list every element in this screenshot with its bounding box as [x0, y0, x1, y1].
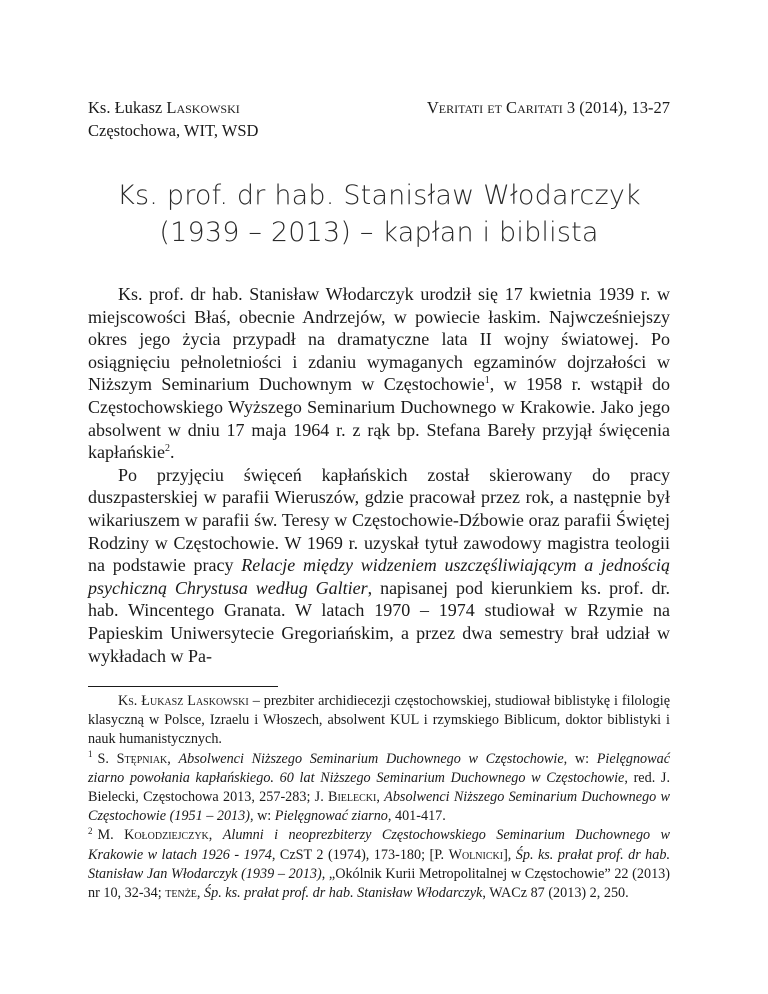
- body-paragraph-2: [88, 464, 670, 667]
- fn-author: Wolnicki: [448, 846, 504, 863]
- author-name: [88, 96, 258, 119]
- fn-text: , red. J. Bielecki, Częstochowa 2013, 257-283; J.: [88, 769, 671, 806]
- fn-text: ,: [208, 827, 223, 844]
- author-prefix: Ks. Łukasz: [88, 98, 167, 117]
- author-block: [88, 96, 258, 142]
- fn-text: S.: [97, 750, 117, 767]
- footnote-ref-2[interactable]: 2: [164, 443, 170, 455]
- footnote-divider: [88, 686, 278, 687]
- fn-text: M.: [97, 827, 125, 844]
- fn-title: Śp. ks. prałat prof. dr hab. Stanisław Włodarczyk: [204, 885, 483, 902]
- fn-text: ,: [167, 750, 179, 767]
- paragraph-text: Ks. prof. dr hab. Stanisław Włodarczyk urodził się 17 kwietnia 1939 r. w miejscowości Błaś, obecnie Andrzejów, w powiecie łaskim. Najwcześniejszy okres jego życia przypadł na dramatyczne lata II wojny światowej. Po osiągnięciu pełnoletniości i zdaniu wymaganych egzaminów dojrzałości w Niższym Seminarium Duchownym w Częstochowie: [88, 284, 670, 395]
- body-paragraph-1: [88, 283, 670, 464]
- footnote-2: [88, 826, 670, 903]
- footnote-ref-1[interactable]: 1: [484, 375, 490, 387]
- fn-title: Śp. ks. prałat prof. dr hab. Stanisław Jan Włodarczyk (1939 – 2013): [88, 846, 671, 882]
- footnote-number: 1: [88, 748, 93, 759]
- author-footnote: [88, 692, 670, 750]
- fn-author: tenże: [165, 885, 197, 902]
- paragraph-text: , napisanej pod kierunkiem ks. prof. dr. hab. Wincentego Granata. W latach 1970 – 1974 studiował w Rzymie na Papieskim Uniwersytecie Gregoriańskim, a przez dwa semestry brał udział w wykładach w Pa-: [88, 577, 670, 666]
- footnotes: [88, 692, 670, 903]
- fn-author-name-rest: ukasz: [149, 693, 188, 709]
- fn-author-name: [118, 693, 249, 709]
- author-surname: Laskowski: [166, 98, 240, 117]
- fn-title: Absolwenci Niższego Seminarium Duchownego w Częstochowie: [178, 750, 564, 767]
- thesis-title: Relacje między widzeniem uszczęśliwiającym a jednością psychiczną Chrystusa według Galtier: [88, 555, 670, 598]
- footnote-number: 2: [88, 825, 93, 836]
- article-title: [88, 177, 670, 251]
- fn-text: ,: [376, 789, 385, 806]
- fn-text: , CzST 2 (1974), 173-180; [P.: [271, 846, 449, 863]
- journal-info: [427, 96, 670, 119]
- paragraph-text: .: [169, 442, 175, 463]
- author-affiliation: Częstochowa, WIT, WSD: [88, 121, 259, 140]
- fn-text: , WACz 87 (2013) 2, 250.: [482, 885, 629, 902]
- fn-author-name-prefix: Ks. Ł: [118, 693, 150, 709]
- paragraph-text: , w 1958 r. wstąpił do Częstochowskiego Wyższego Seminarium Duchownego w Krakowie. Jako jego absolwent w dniu 17 maja 1964 r. z rąk bp. Stefana Bareły przyjął święcenia kapłańskie: [88, 374, 670, 463]
- fn-title: Pielęgnować ziarno: [274, 808, 388, 825]
- fn-text: , w:: [249, 808, 275, 825]
- journal-issue: 3 (2014), 13-27: [562, 98, 670, 117]
- article-page: [88, 0, 670, 994]
- title-line-1: Ks. prof. dr hab. Stanisław Włodarczyk: [117, 180, 641, 211]
- footnote-1: [88, 750, 670, 827]
- fn-author: Stępniak: [116, 750, 168, 767]
- fn-author-text: – prezbiter archidiecezji częstochowskiej, studiował biblistykę i filologię klasyczną w Polsce, Izraelu i Włoszech, absolwent KUL i rzymskiego Biblicum, doktor biblistyki i nauk humanistycznych.: [88, 693, 670, 748]
- journal-name: Veritati et Caritati: [426, 98, 563, 117]
- fn-text: ],: [503, 846, 516, 863]
- title-line-2: (1939 – 2013) – kapłan i biblista: [159, 217, 599, 248]
- paragraph-text: Po przyjęciu święceń kapłańskich został skierowany do pracy duszpasterskiej w parafii Wieruszów, gdzie pracował przez rok, a następnie był wikariuszem w parafii św. Teresy w Częstochowie-Dźbowie oraz parafii Świętej Rodziny w Częstochowie. W 1969 r. uzyskał tytuł zawodowy magistra teologii na podstawie pracy: [88, 464, 670, 576]
- fn-title: Pielęgnować ziarno powołania kapłańskiego. 60 lat Niższego Seminarium Duchownego w Częstochowie: [88, 750, 670, 786]
- fn-author-surname: Laskowski: [187, 693, 249, 709]
- fn-title: Absolwenci Niższego Seminarium Duchownego w Częstochowie (1951 – 2013): [88, 789, 670, 825]
- article-body: [88, 283, 670, 667]
- fn-author: Bielecki: [328, 789, 377, 806]
- fn-title: Alumni i neoprezbiterzy Częstochowskiego Seminarium Duchownego w Krakowie w latach 1926 - 1974: [88, 827, 671, 863]
- fn-author: Kołodziejczyk: [124, 827, 209, 844]
- fn-text: , „Okólnik Kurii Metropolitalnej w Częstochowie” 22 (2013) nr 10, 32-34;: [88, 865, 670, 902]
- fn-text: , w:: [563, 750, 597, 767]
- fn-text: , 401-417.: [387, 808, 446, 825]
- fn-text: ,: [196, 885, 204, 902]
